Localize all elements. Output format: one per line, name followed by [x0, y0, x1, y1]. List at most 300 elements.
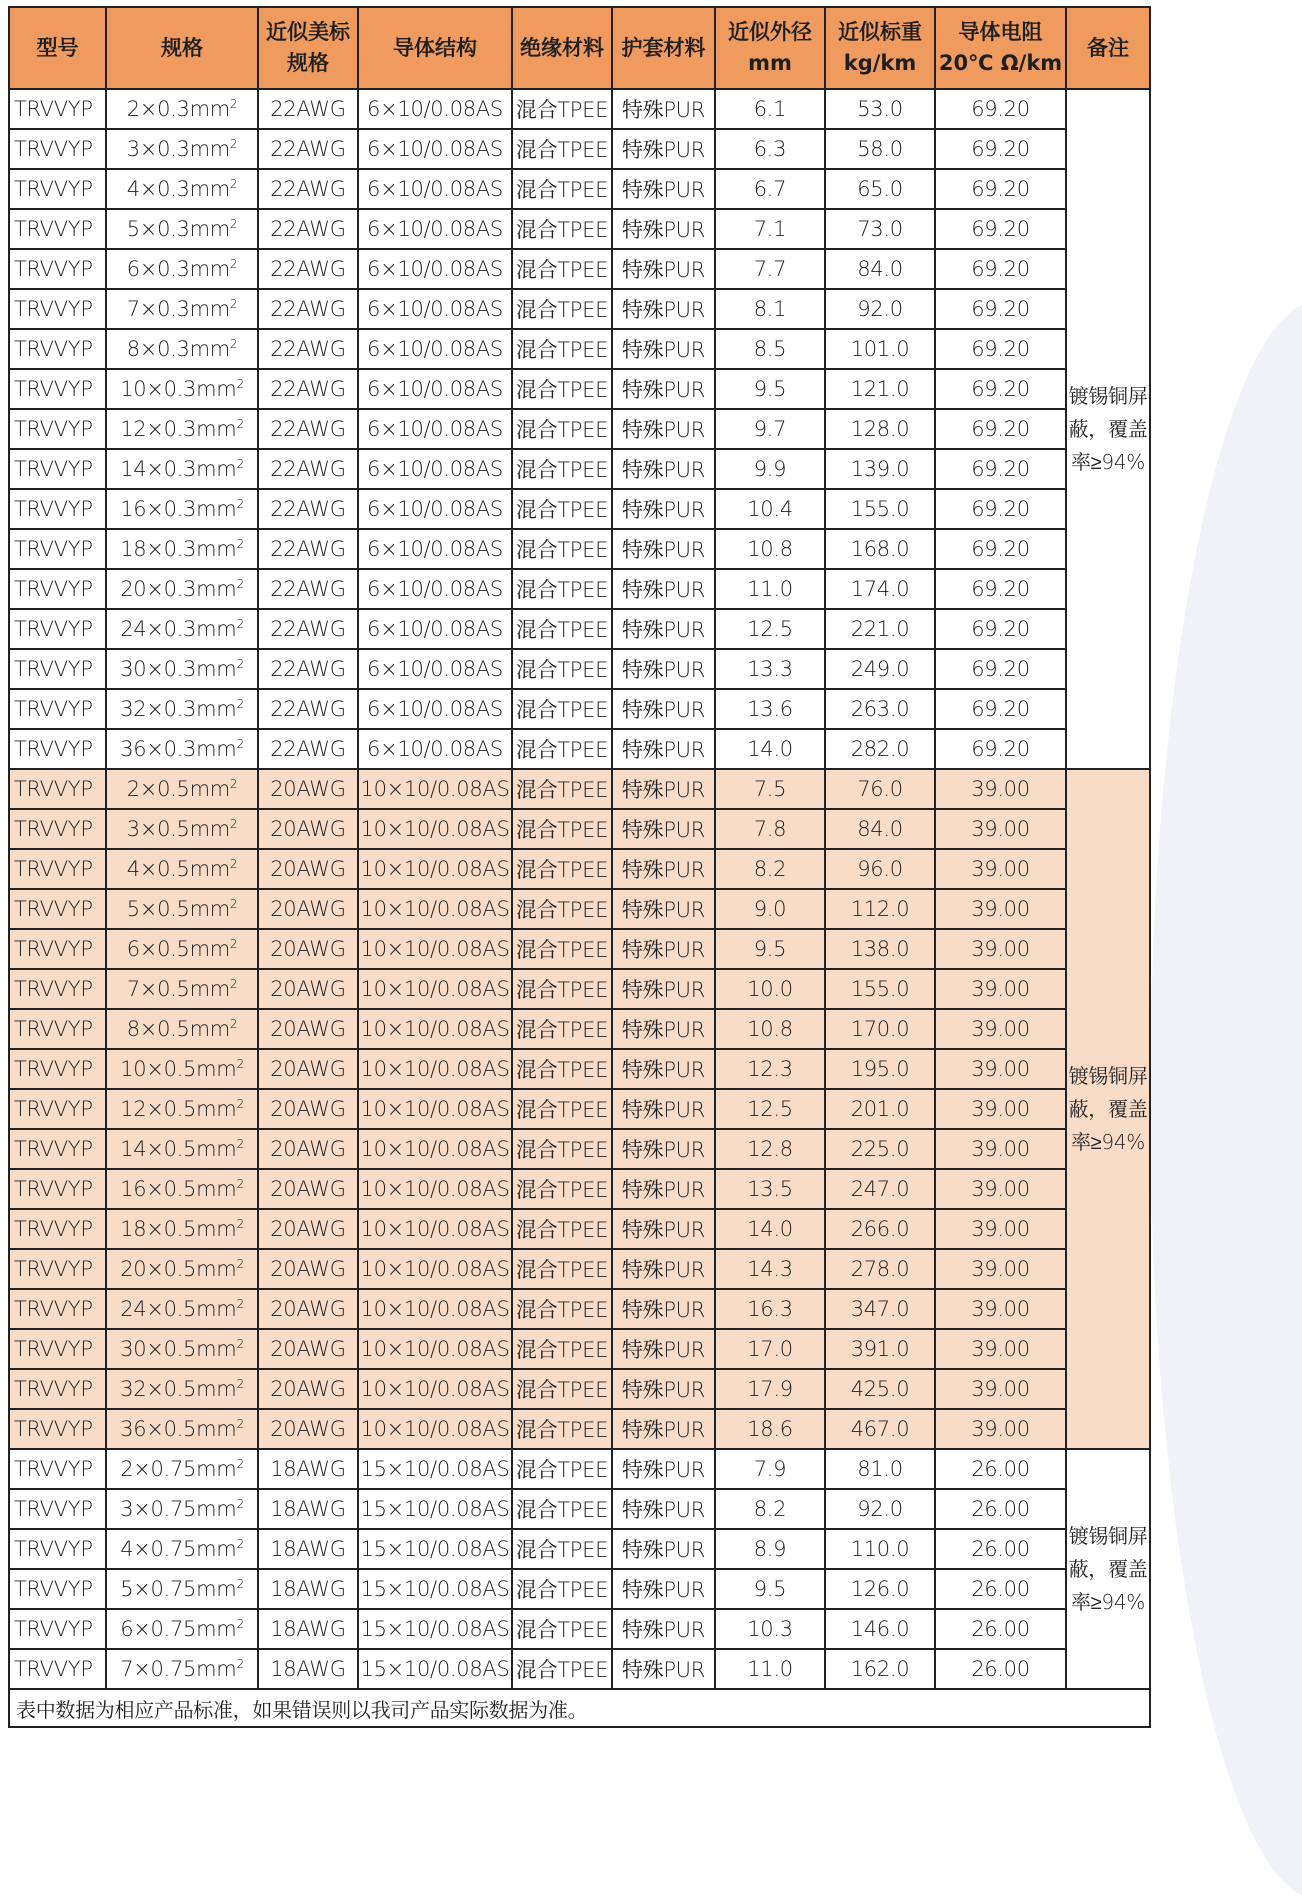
model-cell: TRVVYP	[9, 1649, 106, 1689]
table-row	[9, 89, 1150, 129]
footnote-row	[9, 1689, 1150, 1727]
insulation-cell: 混合TPEE	[512, 489, 612, 529]
spec-cell: $4\times 0.3mm^2$	[106, 169, 258, 209]
awg-cell: 22AWG	[258, 129, 358, 169]
unit-superscript: 2	[229, 817, 238, 831]
weight-cell: 201.0	[825, 1089, 935, 1129]
weight-cell: 138.0	[825, 929, 935, 969]
unit-superscript: 2	[229, 297, 238, 311]
model-cell: TRVVYP	[9, 1129, 106, 1169]
remark-line: 率≥94%	[1071, 1589, 1145, 1614]
spec-cell: $5\times 0.3mm^2$	[106, 209, 258, 249]
model-cell: TRVVYP	[9, 1289, 106, 1329]
unit-superscript: 2	[236, 617, 244, 631]
insulation-cell: 混合TPEE	[512, 169, 612, 209]
conductor-cell: 15×10/0.08AS	[358, 1529, 512, 1569]
spec-cell: $30\times 0.5mm^2$	[106, 1329, 258, 1369]
outer-diameter-cell: 12.8	[715, 1129, 825, 1169]
conductor-cell: 10×10/0.08AS	[358, 1169, 512, 1209]
spec-cell: $7\times 0.5mm^2$	[106, 969, 258, 1009]
table-row	[9, 529, 1150, 569]
model-cell: TRVVYP	[9, 1089, 106, 1129]
outer-diameter-cell: 6.7	[715, 169, 825, 209]
sheath-cell: 特殊PUR	[612, 649, 715, 689]
insulation-cell: 混合TPEE	[512, 769, 612, 809]
unit-superscript: 2	[236, 577, 244, 591]
outer-diameter-cell: 10.3	[715, 1609, 825, 1649]
sheath-cell: 特殊PUR	[612, 929, 715, 969]
spec-cell: $12\times 0.5mm^2$	[106, 1089, 258, 1129]
conductor-cell: 10×10/0.08AS	[358, 1249, 512, 1289]
spec-cell: $4\times 0.5mm^2$	[106, 849, 258, 889]
unit-superscript: 2	[236, 497, 244, 511]
sheath-cell: 特殊PUR	[612, 1449, 715, 1489]
awg-cell: 20AWG	[258, 1329, 358, 1369]
conductor-cell: 6×10/0.08AS	[358, 89, 512, 129]
table-row	[9, 889, 1150, 929]
awg-cell: 18AWG	[258, 1569, 358, 1609]
resistance-cell: 39.00	[935, 849, 1066, 889]
sheath-cell: 特殊PUR	[612, 529, 715, 569]
unit-superscript: 2	[236, 1617, 244, 1631]
spec-cell: $32\times 0.5mm^2$	[106, 1369, 258, 1409]
outer-diameter-cell: 9.9	[715, 449, 825, 489]
model-cell: TRVVYP	[9, 249, 106, 289]
table-row	[9, 649, 1150, 689]
spec-cell: $8\times 0.3mm^2$	[106, 329, 258, 369]
conductor-cell: 6×10/0.08AS	[358, 489, 512, 529]
outer-diameter-cell: 11.0	[715, 1649, 825, 1689]
outer-diameter-cell: 10.8	[715, 1009, 825, 1049]
weight-cell: 110.0	[825, 1529, 935, 1569]
weight-cell: 112.0	[825, 889, 935, 929]
table-row	[9, 489, 1150, 529]
weight-cell: 170.0	[825, 1009, 935, 1049]
table-row	[9, 609, 1150, 649]
insulation-cell: 混合TPEE	[512, 369, 612, 409]
sheath-cell: 特殊PUR	[612, 409, 715, 449]
insulation-cell: 混合TPEE	[512, 1489, 612, 1529]
outer-diameter-cell: 8.9	[715, 1529, 825, 1569]
weight-cell: 278.0	[825, 1249, 935, 1289]
model-cell: TRVVYP	[9, 969, 106, 1009]
conductor-cell: 10×10/0.08AS	[358, 1329, 512, 1369]
sheath-cell: 特殊PUR	[612, 209, 715, 249]
outer-diameter-cell: 17.0	[715, 1329, 825, 1369]
sheath-cell: 特殊PUR	[612, 1049, 715, 1089]
resistance-cell: 69.20	[935, 169, 1066, 209]
cable-spec-table	[8, 6, 1151, 1728]
conductor-cell: 6×10/0.08AS	[358, 649, 512, 689]
outer-diameter-cell: 8.2	[715, 1489, 825, 1529]
unit-superscript: 2	[236, 417, 244, 431]
resistance-cell: 69.20	[935, 89, 1066, 129]
conductor-cell: 10×10/0.08AS	[358, 849, 512, 889]
conductor-cell: 10×10/0.08AS	[358, 1009, 512, 1049]
weight-cell: 391.0	[825, 1329, 935, 1369]
outer-diameter-cell: 7.7	[715, 249, 825, 289]
col-header-outer-diameter: 近似外径 mm	[715, 7, 825, 89]
model-cell: TRVVYP	[9, 1529, 106, 1569]
table-row	[9, 169, 1150, 209]
outer-diameter-cell: 18.6	[715, 1409, 825, 1449]
model-cell: TRVVYP	[9, 329, 106, 369]
conductor-cell: 15×10/0.08AS	[358, 1489, 512, 1529]
sheath-cell: 特殊PUR	[612, 1609, 715, 1649]
remark-line: 镀锡铜屏	[1068, 1063, 1148, 1088]
table-row	[9, 769, 1150, 809]
table-row	[9, 1209, 1150, 1249]
resistance-cell: 69.20	[935, 569, 1066, 609]
insulation-cell: 混合TPEE	[512, 1609, 612, 1649]
awg-cell: 22AWG	[258, 169, 358, 209]
conductor-cell: 6×10/0.08AS	[358, 689, 512, 729]
col-header-model: 型号	[9, 7, 106, 89]
remark-line: 蔽，覆盖	[1068, 416, 1148, 441]
model-cell: TRVVYP	[9, 1209, 106, 1249]
resistance-cell: 69.20	[935, 649, 1066, 689]
weight-cell: 146.0	[825, 1609, 935, 1649]
resistance-cell: 69.20	[935, 369, 1066, 409]
conductor-cell: 10×10/0.08AS	[358, 769, 512, 809]
header-row	[9, 7, 1150, 89]
table-row	[9, 569, 1150, 609]
weight-cell: 65.0	[825, 169, 935, 209]
resistance-cell: 39.00	[935, 769, 1066, 809]
awg-cell: 22AWG	[258, 649, 358, 689]
weight-cell: 58.0	[825, 129, 935, 169]
insulation-cell: 混合TPEE	[512, 129, 612, 169]
unit-superscript: 2	[236, 1377, 244, 1391]
weight-cell: 467.0	[825, 1409, 935, 1449]
spec-cell: $12\times 0.3mm^2$	[106, 409, 258, 449]
remark-line: 蔽，覆盖	[1068, 1096, 1148, 1121]
model-cell: TRVVYP	[9, 929, 106, 969]
table-row	[9, 1049, 1150, 1089]
table-row	[9, 1289, 1150, 1329]
weight-cell: 195.0	[825, 1049, 935, 1089]
unit-superscript: 2	[229, 777, 238, 791]
weight-cell: 53.0	[825, 89, 935, 129]
spec-cell: $6\times 0.3mm^2$	[106, 249, 258, 289]
spec-cell: $30\times 0.3mm^2$	[106, 649, 258, 689]
table-row	[9, 1089, 1150, 1129]
model-cell: TRVVYP	[9, 1329, 106, 1369]
resistance-cell: 69.20	[935, 449, 1066, 489]
insulation-cell: 混合TPEE	[512, 609, 612, 649]
insulation-cell: 混合TPEE	[512, 1289, 612, 1329]
resistance-cell: 26.00	[935, 1569, 1066, 1609]
insulation-cell: 混合TPEE	[512, 1009, 612, 1049]
insulation-cell: 混合TPEE	[512, 329, 612, 369]
col-header-spec: 规格	[106, 7, 258, 89]
outer-diameter-cell: 6.3	[715, 129, 825, 169]
awg-cell: 18AWG	[258, 1489, 358, 1529]
weight-cell: 282.0	[825, 729, 935, 769]
model-cell: TRVVYP	[9, 1369, 106, 1409]
sheath-cell: 特殊PUR	[612, 289, 715, 329]
conductor-cell: 6×10/0.08AS	[358, 329, 512, 369]
conductor-cell: 15×10/0.08AS	[358, 1449, 512, 1489]
spec-cell: $3\times 0.75mm^2$	[106, 1489, 258, 1529]
awg-cell: 22AWG	[258, 729, 358, 769]
remark-line: 镀锡铜屏	[1068, 1523, 1148, 1548]
conductor-cell: 10×10/0.08AS	[358, 929, 512, 969]
model-cell: TRVVYP	[9, 889, 106, 929]
sheath-cell: 特殊PUR	[612, 729, 715, 769]
conductor-cell: 6×10/0.08AS	[358, 249, 512, 289]
resistance-cell: 39.00	[935, 889, 1066, 929]
weight-cell: 121.0	[825, 369, 935, 409]
unit-superscript: 2	[236, 1057, 244, 1071]
spec-cell: $2\times 0.3mm^2$	[106, 89, 258, 129]
weight-cell: 126.0	[825, 1569, 935, 1609]
insulation-cell: 混合TPEE	[512, 449, 612, 489]
sheath-cell: 特殊PUR	[612, 1529, 715, 1569]
unit-superscript: 2	[229, 897, 238, 911]
awg-cell: 18AWG	[258, 1529, 358, 1569]
outer-diameter-cell: 9.5	[715, 1569, 825, 1609]
table-row	[9, 1129, 1150, 1169]
resistance-cell: 69.20	[935, 289, 1066, 329]
col-header-weight: 近似标重 kg/km	[825, 7, 935, 89]
insulation-cell: 混合TPEE	[512, 1209, 612, 1249]
weight-cell: 249.0	[825, 649, 935, 689]
sheath-cell: 特殊PUR	[612, 449, 715, 489]
awg-cell: 22AWG	[258, 369, 358, 409]
resistance-cell: 69.20	[935, 129, 1066, 169]
awg-cell: 20AWG	[258, 1089, 358, 1129]
table-row	[9, 1169, 1150, 1209]
spec-cell: $18\times 0.5mm^2$	[106, 1209, 258, 1249]
model-cell: TRVVYP	[9, 609, 106, 649]
sheath-cell: 特殊PUR	[612, 569, 715, 609]
insulation-cell: 混合TPEE	[512, 409, 612, 449]
insulation-cell: 混合TPEE	[512, 889, 612, 929]
table-row	[9, 409, 1150, 449]
weight-cell: 128.0	[825, 409, 935, 449]
table-row	[9, 689, 1150, 729]
resistance-cell: 69.20	[935, 249, 1066, 289]
unit-superscript: 2	[229, 257, 238, 271]
table-row	[9, 1009, 1150, 1049]
weight-cell: 96.0	[825, 849, 935, 889]
conductor-cell: 15×10/0.08AS	[358, 1649, 512, 1689]
conductor-cell: 10×10/0.08AS	[358, 1289, 512, 1329]
resistance-cell: 39.00	[935, 1409, 1066, 1449]
footnote: 表中数据为相应产品标准，如果错误则以我司产品实际数据为准。	[9, 1689, 1150, 1727]
conductor-cell: 6×10/0.08AS	[358, 369, 512, 409]
awg-cell: 18AWG	[258, 1649, 358, 1689]
insulation-cell: 混合TPEE	[512, 1169, 612, 1209]
awg-cell: 18AWG	[258, 1449, 358, 1489]
table-row	[9, 1649, 1150, 1689]
remark-line: 率≥94%	[1071, 1129, 1145, 1154]
outer-diameter-cell: 7.5	[715, 769, 825, 809]
conductor-cell: 10×10/0.08AS	[358, 889, 512, 929]
table-body	[9, 89, 1150, 1689]
insulation-cell: 混合TPEE	[512, 969, 612, 1009]
insulation-cell: 混合TPEE	[512, 1129, 612, 1169]
resistance-cell: 39.00	[935, 1369, 1066, 1409]
model-cell: TRVVYP	[9, 809, 106, 849]
sheath-cell: 特殊PUR	[612, 1329, 715, 1369]
unit-superscript: 2	[236, 737, 244, 751]
spec-cell: $7\times 0.75mm^2$	[106, 1649, 258, 1689]
resistance-cell: 26.00	[935, 1449, 1066, 1489]
awg-cell: 20AWG	[258, 1369, 358, 1409]
sheath-cell: 特殊PUR	[612, 1369, 715, 1409]
table-row	[9, 1449, 1150, 1489]
insulation-cell: 混合TPEE	[512, 1449, 612, 1489]
awg-cell: 20AWG	[258, 929, 358, 969]
model-cell: TRVVYP	[9, 89, 106, 129]
sheath-cell: 特殊PUR	[612, 329, 715, 369]
resistance-cell: 39.00	[935, 929, 1066, 969]
weight-cell: 155.0	[825, 969, 935, 1009]
model-cell: TRVVYP	[9, 489, 106, 529]
sheath-cell: 特殊PUR	[612, 1129, 715, 1169]
resistance-cell: 39.00	[935, 1089, 1066, 1129]
outer-diameter-cell: 7.9	[715, 1449, 825, 1489]
awg-cell: 20AWG	[258, 1249, 358, 1289]
insulation-cell: 混合TPEE	[512, 1569, 612, 1609]
sheath-cell: 特殊PUR	[612, 1489, 715, 1529]
outer-diameter-cell: 16.3	[715, 1289, 825, 1329]
awg-cell: 22AWG	[258, 89, 358, 129]
spec-cell: $8\times 0.5mm^2$	[106, 1009, 258, 1049]
spec-cell: $2\times 0.5mm^2$	[106, 769, 258, 809]
model-cell: TRVVYP	[9, 1409, 106, 1449]
unit-superscript: 2	[236, 1657, 244, 1671]
model-cell: TRVVYP	[9, 1569, 106, 1609]
col-header-conductor: 导体结构	[358, 7, 512, 89]
sheath-cell: 特殊PUR	[612, 1569, 715, 1609]
table-row	[9, 1529, 1150, 1569]
awg-cell: 22AWG	[258, 289, 358, 329]
unit-superscript: 2	[236, 1217, 244, 1231]
resistance-cell: 26.00	[935, 1489, 1066, 1529]
spec-cell: $2\times 0.75mm^2$	[106, 1449, 258, 1489]
conductor-cell: 15×10/0.08AS	[358, 1609, 512, 1649]
weight-cell: 139.0	[825, 449, 935, 489]
weight-cell: 168.0	[825, 529, 935, 569]
model-cell: TRVVYP	[9, 529, 106, 569]
spec-cell: $6\times 0.5mm^2$	[106, 929, 258, 969]
conductor-cell: 6×10/0.08AS	[358, 129, 512, 169]
weight-cell: 76.0	[825, 769, 935, 809]
model-cell: TRVVYP	[9, 1609, 106, 1649]
table-row	[9, 1249, 1150, 1289]
insulation-cell: 混合TPEE	[512, 529, 612, 569]
weight-cell: 84.0	[825, 809, 935, 849]
outer-diameter-cell: 10.0	[715, 969, 825, 1009]
resistance-cell: 39.00	[935, 809, 1066, 849]
outer-diameter-cell: 12.5	[715, 1089, 825, 1129]
model-cell: TRVVYP	[9, 649, 106, 689]
weight-cell: 81.0	[825, 1449, 935, 1489]
table-row	[9, 1409, 1150, 1449]
awg-cell: 20AWG	[258, 809, 358, 849]
col-header-sheath: 护套材料	[612, 7, 715, 89]
spec-cell: $14\times 0.3mm^2$	[106, 449, 258, 489]
outer-diameter-cell: 13.6	[715, 689, 825, 729]
conductor-cell: 10×10/0.08AS	[358, 1409, 512, 1449]
table-row	[9, 969, 1150, 1009]
weight-cell: 221.0	[825, 609, 935, 649]
unit-superscript: 2	[236, 1417, 244, 1431]
table-header	[9, 7, 1150, 89]
sheath-cell: 特殊PUR	[612, 1289, 715, 1329]
weight-cell: 73.0	[825, 209, 935, 249]
insulation-cell: 混合TPEE	[512, 1249, 612, 1289]
spec-cell: $14\times 0.5mm^2$	[106, 1129, 258, 1169]
remark-cell	[1066, 89, 1150, 769]
unit-superscript: 2	[229, 937, 238, 951]
outer-diameter-cell: 13.5	[715, 1169, 825, 1209]
sheath-cell: 特殊PUR	[612, 969, 715, 1009]
unit-superscript: 2	[229, 217, 238, 231]
sheath-cell: 特殊PUR	[612, 369, 715, 409]
spec-cell: $36\times 0.3mm^2$	[106, 729, 258, 769]
weight-cell: 84.0	[825, 249, 935, 289]
resistance-cell: 69.20	[935, 729, 1066, 769]
awg-cell: 20AWG	[258, 769, 358, 809]
outer-diameter-cell: 9.5	[715, 929, 825, 969]
outer-diameter-cell: 7.8	[715, 809, 825, 849]
weight-cell: 155.0	[825, 489, 935, 529]
awg-cell: 20AWG	[258, 1209, 358, 1249]
awg-cell: 22AWG	[258, 449, 358, 489]
conductor-cell: 10×10/0.08AS	[358, 969, 512, 1009]
conductor-cell: 6×10/0.08AS	[358, 289, 512, 329]
outer-diameter-cell: 12.3	[715, 1049, 825, 1089]
model-cell: TRVVYP	[9, 169, 106, 209]
conductor-cell: 6×10/0.08AS	[358, 569, 512, 609]
table-row	[9, 449, 1150, 489]
sheath-cell: 特殊PUR	[612, 1209, 715, 1249]
awg-cell: 20AWG	[258, 969, 358, 1009]
spec-cell: $24\times 0.5mm^2$	[106, 1289, 258, 1329]
conductor-cell: 10×10/0.08AS	[358, 1369, 512, 1409]
col-header-resistance: 导体电阻 20℃ Ω/km	[935, 7, 1066, 89]
unit-superscript: 2	[236, 1177, 244, 1191]
resistance-cell: 39.00	[935, 969, 1066, 1009]
unit-superscript: 2	[236, 1537, 244, 1551]
sheath-cell: 特殊PUR	[612, 1169, 715, 1209]
sheath-cell: 特殊PUR	[612, 249, 715, 289]
unit-superscript: 2	[236, 1097, 244, 1111]
remark-line: 蔽，覆盖	[1068, 1556, 1148, 1581]
awg-cell: 20AWG	[258, 1049, 358, 1089]
weight-cell: 101.0	[825, 329, 935, 369]
conductor-cell: 6×10/0.08AS	[358, 169, 512, 209]
awg-cell: 22AWG	[258, 609, 358, 649]
model-cell: TRVVYP	[9, 729, 106, 769]
awg-cell: 22AWG	[258, 209, 358, 249]
awg-cell: 20AWG	[258, 849, 358, 889]
sheath-cell: 特殊PUR	[612, 169, 715, 209]
outer-diameter-cell: 9.5	[715, 369, 825, 409]
awg-cell: 20AWG	[258, 1169, 358, 1209]
spec-cell: $32\times 0.3mm^2$	[106, 689, 258, 729]
insulation-cell: 混合TPEE	[512, 1049, 612, 1089]
awg-cell: 22AWG	[258, 689, 358, 729]
resistance-cell: 26.00	[935, 1529, 1066, 1569]
conductor-cell: 10×10/0.08AS	[358, 1089, 512, 1129]
sheath-cell: 特殊PUR	[612, 489, 715, 529]
outer-diameter-cell: 8.1	[715, 289, 825, 329]
